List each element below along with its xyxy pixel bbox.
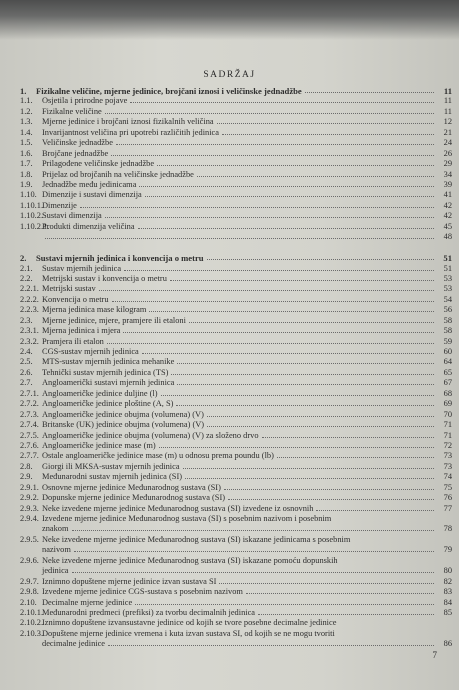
entry-title-continued: jedinica bbox=[42, 566, 69, 576]
entry-page: 45 bbox=[443, 221, 452, 231]
entry-number: 1.4. bbox=[20, 127, 33, 137]
entry-number: 1.8. bbox=[20, 169, 33, 179]
entry-number: 2.7.1. bbox=[20, 388, 39, 398]
toc-entry bbox=[20, 347, 452, 357]
dot-leader bbox=[170, 280, 434, 281]
entry-page: 70 bbox=[443, 409, 452, 419]
toc-entry bbox=[20, 274, 452, 284]
entry-number: 1.7. bbox=[20, 159, 33, 169]
entry-number: 2.1. bbox=[20, 263, 33, 273]
entry-title: Sustavi dimenzija bbox=[42, 211, 102, 221]
toc-entry bbox=[20, 441, 452, 451]
dot-leader bbox=[157, 165, 434, 166]
entry-title: Osjetila i prirodne pojave bbox=[42, 96, 128, 106]
dot-leader bbox=[185, 478, 434, 479]
entry-page: 64 bbox=[443, 357, 452, 367]
entry-page: 12 bbox=[443, 117, 452, 127]
entry-title: Iznimno dopuštene mjerne jedinice izvan sustava SI bbox=[42, 576, 217, 586]
entry-title: Angloameričke jedinice duljine (l) bbox=[42, 388, 158, 398]
toc-entry bbox=[20, 504, 452, 514]
entry-number: 2.2.2. bbox=[20, 294, 39, 304]
toc-entry bbox=[20, 159, 452, 169]
entry-number: 2.9.4. bbox=[20, 514, 39, 523]
dot-leader bbox=[177, 384, 434, 385]
dot-leader bbox=[72, 572, 434, 573]
entry-title: Mjerne jedinice i brojčani iznosi fizikalnih veličina bbox=[42, 117, 214, 127]
toc-entry bbox=[20, 128, 452, 138]
toc-entry bbox=[20, 462, 452, 472]
entry-page: 48 bbox=[443, 232, 452, 242]
entry-page: 77 bbox=[443, 503, 452, 513]
entry-page: 51 bbox=[443, 253, 452, 264]
toc-entry bbox=[20, 535, 452, 545]
entry-number: 2.7.7. bbox=[20, 451, 39, 461]
entry-page: 80 bbox=[443, 566, 452, 576]
dot-leader bbox=[316, 510, 434, 511]
toc-entry-continuation bbox=[20, 566, 452, 576]
entry-number: 2.6. bbox=[20, 367, 33, 377]
toc-chapter-heading bbox=[20, 253, 452, 263]
entry-page: 83 bbox=[443, 587, 452, 597]
toc-entry-continuation bbox=[20, 545, 452, 555]
dot-leader bbox=[177, 363, 434, 364]
toc-entry bbox=[20, 284, 452, 294]
entry-title: Neke izvedene mjerne jedinice Međunarodnog sustava (SI) iskazane pomoću dopunskih bbox=[42, 555, 338, 565]
dot-leader bbox=[116, 144, 434, 145]
dot-leader bbox=[171, 374, 434, 375]
toc-entry bbox=[20, 138, 452, 148]
entry-number: 1.1. bbox=[20, 96, 33, 106]
toc-entry bbox=[20, 222, 452, 232]
entry-number: 2.7.6. bbox=[20, 440, 39, 450]
entry-page: 34 bbox=[443, 169, 452, 179]
toc-entry bbox=[20, 232, 452, 242]
entry-title: Prijelaz od brojčanih na veličinske jednadžbe bbox=[42, 169, 194, 179]
entry-number: 2.7.4. bbox=[20, 420, 39, 430]
entry-number: 2.8. bbox=[20, 461, 33, 471]
entry-title: Mjerne jedinice, mjere, pramjere ili etaloni bbox=[42, 315, 186, 325]
entry-title: Angloamerički sustavi mjernih jedinica bbox=[42, 378, 175, 388]
toc-entry bbox=[20, 420, 452, 430]
entry-number: 2.2. bbox=[20, 273, 33, 283]
entry-title: Dimenzije i sustavi dimenzija bbox=[42, 190, 142, 200]
dot-leader bbox=[139, 186, 434, 187]
dot-leader bbox=[207, 259, 434, 260]
dot-leader bbox=[197, 176, 434, 177]
toc-entry bbox=[20, 149, 452, 159]
entry-title: Angloameričke jedinice ploštine (A, S) bbox=[42, 399, 174, 409]
dot-leader bbox=[207, 426, 434, 427]
entry-number: 2.9.3. bbox=[20, 503, 39, 513]
dot-leader bbox=[108, 645, 434, 646]
entry-number: 2.10. bbox=[20, 597, 37, 607]
entry-page: 11 bbox=[443, 106, 452, 116]
entry-number: 2.9.2. bbox=[20, 493, 39, 503]
entry-title: Dopunske mjerne jedinice Međunarodnog sustava (SI) bbox=[42, 493, 226, 503]
toc-entry bbox=[20, 431, 452, 441]
toc-entry bbox=[20, 451, 452, 461]
dot-leader bbox=[217, 123, 434, 124]
entry-title: Pramjera ili etalon bbox=[42, 336, 104, 346]
entry-page: 51 bbox=[443, 263, 452, 273]
entry-title: Međunarodni sustav mjernih jedinica (SI) bbox=[42, 472, 183, 482]
entry-page: 11 bbox=[443, 96, 452, 106]
toc-entry bbox=[20, 170, 452, 180]
entry-number: 2.7.5. bbox=[20, 430, 39, 440]
entry-page: 71 bbox=[443, 430, 452, 440]
entry-title: Fizikalne veličine bbox=[42, 106, 102, 116]
entry-number: 2.3. bbox=[20, 315, 33, 325]
entry-title: Sustav mjernih jedinica bbox=[42, 263, 122, 273]
entry-number: 1.9. bbox=[20, 179, 33, 189]
page-number: 7 bbox=[432, 650, 437, 660]
entry-page: 60 bbox=[443, 347, 452, 356]
dot-leader bbox=[258, 614, 434, 615]
entry-page: 65 bbox=[443, 367, 452, 377]
toc-entry-continuation bbox=[20, 524, 452, 534]
entry-title: Metrijski sustav bbox=[42, 284, 96, 294]
page-title: SADRŽAJ bbox=[203, 70, 256, 80]
dot-leader bbox=[246, 593, 434, 594]
dot-leader bbox=[138, 228, 434, 229]
toc-entry bbox=[20, 587, 452, 597]
entry-title: Veličinske jednadžbe bbox=[42, 138, 113, 148]
entry-page: 21 bbox=[443, 127, 452, 137]
entry-number: 2.9.7. bbox=[20, 576, 39, 586]
dot-leader bbox=[305, 92, 434, 93]
dot-leader bbox=[124, 270, 434, 271]
dot-leader bbox=[262, 437, 434, 438]
entry-number: 2.9.8. bbox=[20, 587, 39, 597]
entry-number: 1.10.2.1. bbox=[20, 221, 50, 231]
toc-entry bbox=[20, 608, 452, 618]
entry-page: 73 bbox=[443, 451, 452, 461]
entry-title: Jednadžbe među jedinicama bbox=[42, 179, 137, 189]
dot-leader bbox=[228, 499, 434, 500]
entry-number: 1.10.1. bbox=[20, 200, 44, 210]
dot-leader bbox=[277, 457, 434, 458]
entry-number: 2.2.3. bbox=[20, 305, 39, 315]
entry-page: 86 bbox=[443, 639, 452, 649]
entry-number: 2.7.3. bbox=[20, 409, 39, 419]
toc-chapter-heading bbox=[20, 86, 452, 96]
dot-leader bbox=[224, 489, 434, 490]
entry-number: 1.3. bbox=[20, 117, 33, 127]
toc-entry bbox=[20, 264, 452, 274]
entry-number: 2.10.2. bbox=[20, 618, 44, 628]
dot-leader bbox=[159, 447, 434, 448]
entry-page: 42 bbox=[443, 211, 452, 221]
toc-entry bbox=[20, 368, 452, 378]
entry-number: 2.3.1. bbox=[20, 326, 39, 336]
entry-title: Izvedene mjerne jedinice Međunarodnog sustava (SI) s posebnim nazivom i posebnim bbox=[42, 514, 332, 523]
dot-leader bbox=[111, 155, 434, 156]
dot-leader bbox=[161, 395, 434, 396]
dot-leader bbox=[219, 583, 434, 584]
dot-leader bbox=[149, 311, 434, 312]
dot-leader bbox=[107, 343, 434, 344]
dot-leader bbox=[189, 322, 434, 323]
entry-title: Iznimno dopuštene izvansustavne jedinice od kojih se tvore posebne decimalne jedinice bbox=[42, 618, 337, 628]
toc-entry bbox=[20, 378, 452, 388]
page-shadow bbox=[0, 0, 459, 40]
entry-title: Konvencija o metru bbox=[42, 294, 109, 304]
toc-entry bbox=[20, 211, 452, 221]
entry-number: 1.5. bbox=[20, 138, 33, 148]
entry-number: 2.9. bbox=[20, 472, 33, 482]
entry-number: 2.2.1. bbox=[20, 284, 39, 294]
dot-leader bbox=[105, 113, 434, 114]
toc-entry bbox=[20, 629, 452, 639]
entry-page: 42 bbox=[443, 200, 452, 210]
entry-number: 2. bbox=[20, 253, 27, 264]
entry-page: 78 bbox=[443, 524, 452, 534]
entry-page: 54 bbox=[443, 294, 452, 304]
entry-page: 72 bbox=[443, 440, 452, 450]
entry-title: Prilagođene veličinske jednadžbe bbox=[42, 159, 155, 169]
entry-title: Britanske (UK) jedinice obujma (volumena) (V) bbox=[42, 420, 205, 430]
entry-page: 74 bbox=[443, 472, 452, 482]
toc-entry-continuation bbox=[20, 639, 452, 649]
dot-leader bbox=[142, 353, 434, 354]
entry-page: 58 bbox=[443, 326, 452, 336]
dot-leader bbox=[74, 551, 434, 552]
entry-title-continued: nazivom bbox=[42, 545, 71, 555]
entry-title: Tehnički sustav mjernih jedinica (TS) bbox=[42, 367, 169, 377]
dot-leader bbox=[112, 301, 434, 302]
entry-title: Ostale angloameričke jedinice mase (m) u odnosu prema poundu (lb) bbox=[42, 451, 274, 461]
entry-number: 2.3.2. bbox=[20, 336, 39, 346]
toc-entry bbox=[20, 96, 452, 106]
dot-leader bbox=[207, 416, 434, 417]
entry-page: 41 bbox=[443, 190, 452, 200]
entry-number: 2.10.1. bbox=[20, 607, 44, 617]
toc-entry bbox=[20, 410, 452, 420]
entry-title: Fizikalne veličine, mjerne jedinice, brojčani iznosi i veličinske jednadžbe bbox=[36, 86, 302, 96]
entry-title: Mjerna jedinica mase kilogram bbox=[42, 305, 147, 315]
dot-leader bbox=[176, 405, 434, 406]
entry-number: 2.9.5. bbox=[20, 534, 39, 544]
entry-page: 79 bbox=[443, 545, 452, 555]
entry-title-continued: znakom bbox=[42, 524, 69, 534]
entry-page: 39 bbox=[443, 179, 452, 189]
dot-leader bbox=[183, 468, 434, 469]
entry-title: Izvedene mjerne jedinice CGS-sustava s posebnim nazivom bbox=[42, 587, 243, 597]
toc-entry bbox=[20, 577, 452, 587]
entry-title: Giorgi ili MKSA-sustav mjernih jedinica bbox=[42, 461, 180, 471]
entry-title: Brojčane jednadžbe bbox=[42, 148, 109, 158]
entry-title: Dopuštene mjerne jedinice vremena i kuta izvan sustava SI, od kojih se ne mogu tvoriti bbox=[42, 628, 335, 638]
entry-number: 2.9.6. bbox=[20, 555, 39, 565]
entry-number: 1.2. bbox=[20, 106, 33, 116]
entry-page: 68 bbox=[443, 388, 452, 398]
dot-leader bbox=[80, 207, 434, 208]
entry-number: 1.10. bbox=[20, 190, 37, 200]
toc-entry bbox=[20, 556, 452, 566]
entry-title: Invarijantnost veličina pri upotrebi različitih jedinica bbox=[42, 127, 219, 137]
entry-title: Međunarodni predmeci (prefiksi) za tvorbu decimalnih jedinica bbox=[42, 607, 256, 617]
dot-leader bbox=[145, 196, 434, 197]
dot-leader bbox=[72, 530, 434, 531]
entry-title: Produkti dimenzija veličina bbox=[42, 221, 135, 231]
entry-page: 85 bbox=[443, 607, 452, 617]
dot-leader bbox=[99, 290, 434, 291]
table-of-contents bbox=[20, 86, 452, 650]
toc-entry bbox=[20, 514, 452, 524]
entry-page: 67 bbox=[443, 378, 452, 388]
dot-leader bbox=[123, 332, 434, 333]
entry-page: 84 bbox=[443, 597, 452, 607]
toc-entry bbox=[20, 295, 452, 305]
entry-page: 76 bbox=[443, 493, 452, 503]
entry-title-continued: decimalne jedinice bbox=[42, 639, 106, 649]
entry-title: Neke izvedene mjerne jedinice Međunarodnog sustava (SI) iskazane jedinicama s posebnim bbox=[42, 534, 351, 544]
entry-page: 69 bbox=[443, 399, 452, 409]
toc-entry bbox=[20, 305, 452, 315]
section-gap bbox=[20, 243, 452, 254]
entry-number: 1.10.2. bbox=[20, 211, 44, 221]
toc-entry bbox=[20, 493, 452, 503]
toc-entry bbox=[20, 201, 452, 211]
entry-page: 59 bbox=[443, 336, 452, 346]
entry-page: 58 bbox=[443, 315, 452, 325]
entry-page: 71 bbox=[443, 420, 452, 430]
entry-title: Metrijski sustav i konvencija o metru bbox=[42, 273, 167, 283]
entry-page: 11 bbox=[443, 86, 452, 96]
entry-title: Decimalne mjerne jedinice bbox=[42, 597, 133, 607]
toc-entry bbox=[20, 357, 452, 367]
entry-page: 75 bbox=[443, 482, 452, 492]
entry-number: 2.9.1. bbox=[20, 482, 39, 492]
toc-entry bbox=[20, 483, 452, 493]
entry-page: 56 bbox=[443, 305, 452, 315]
entry-title: Angloameričke jedinice mase (m) bbox=[42, 440, 156, 450]
entry-page: 29 bbox=[443, 159, 452, 169]
entry-page: 53 bbox=[443, 273, 452, 283]
entry-page: 24 bbox=[443, 138, 452, 148]
entry-number: 1. bbox=[20, 86, 27, 96]
entry-page: 82 bbox=[443, 576, 452, 586]
entry-title: Mjerna jedinica i mjera bbox=[42, 326, 121, 336]
toc-entry bbox=[20, 117, 452, 127]
toc-entry bbox=[20, 190, 452, 200]
entry-title: Sustavi mjernih jedinica i konvencija o metru bbox=[36, 253, 204, 264]
toc-entry bbox=[20, 316, 452, 326]
dot-leader bbox=[45, 238, 434, 239]
dot-leader bbox=[105, 217, 434, 218]
entry-title: Dimenzije bbox=[42, 200, 77, 210]
toc-entry bbox=[20, 472, 452, 482]
toc-entry bbox=[20, 389, 452, 399]
toc-entry bbox=[20, 180, 452, 190]
entry-title: Osnovne mjerne jedinice Međunarodnog sustava (SI) bbox=[42, 482, 221, 492]
entry-title: Neke izvedene mjerne jedinice Međunarodnog sustava (SI) izvedene iz osnovnih bbox=[42, 503, 314, 513]
entry-number: 2.10.3. bbox=[20, 628, 44, 638]
toc-entry bbox=[20, 326, 452, 336]
entry-number: 2.7.2. bbox=[20, 399, 39, 409]
entry-page: 73 bbox=[443, 461, 452, 471]
dot-leader bbox=[222, 134, 434, 135]
entry-title: Angloameričke jedinice obujma (volumena) (V) bbox=[42, 409, 204, 419]
toc-entry bbox=[20, 337, 452, 347]
dot-leader bbox=[130, 102, 434, 103]
toc-entry bbox=[20, 399, 452, 409]
dot-leader bbox=[135, 604, 434, 605]
entry-title: Angloameričke jedinice obujma (volumena) (V) za složeno drvo bbox=[42, 430, 259, 440]
toc-entry bbox=[20, 107, 452, 117]
entry-page: 26 bbox=[443, 148, 452, 158]
entry-number: 2.5. bbox=[20, 357, 33, 367]
entry-title: MTS-sustav mjernih jedinica mehanike bbox=[42, 357, 175, 367]
entry-title: CGS-sustav mjernih jedinica bbox=[42, 347, 139, 356]
entry-number: 1.6. bbox=[20, 148, 33, 158]
entry-number: 2.4. bbox=[20, 347, 33, 356]
entry-page: 53 bbox=[443, 284, 452, 294]
toc-entry bbox=[20, 618, 452, 628]
toc-entry bbox=[20, 598, 452, 608]
entry-number: 2.7. bbox=[20, 378, 33, 388]
